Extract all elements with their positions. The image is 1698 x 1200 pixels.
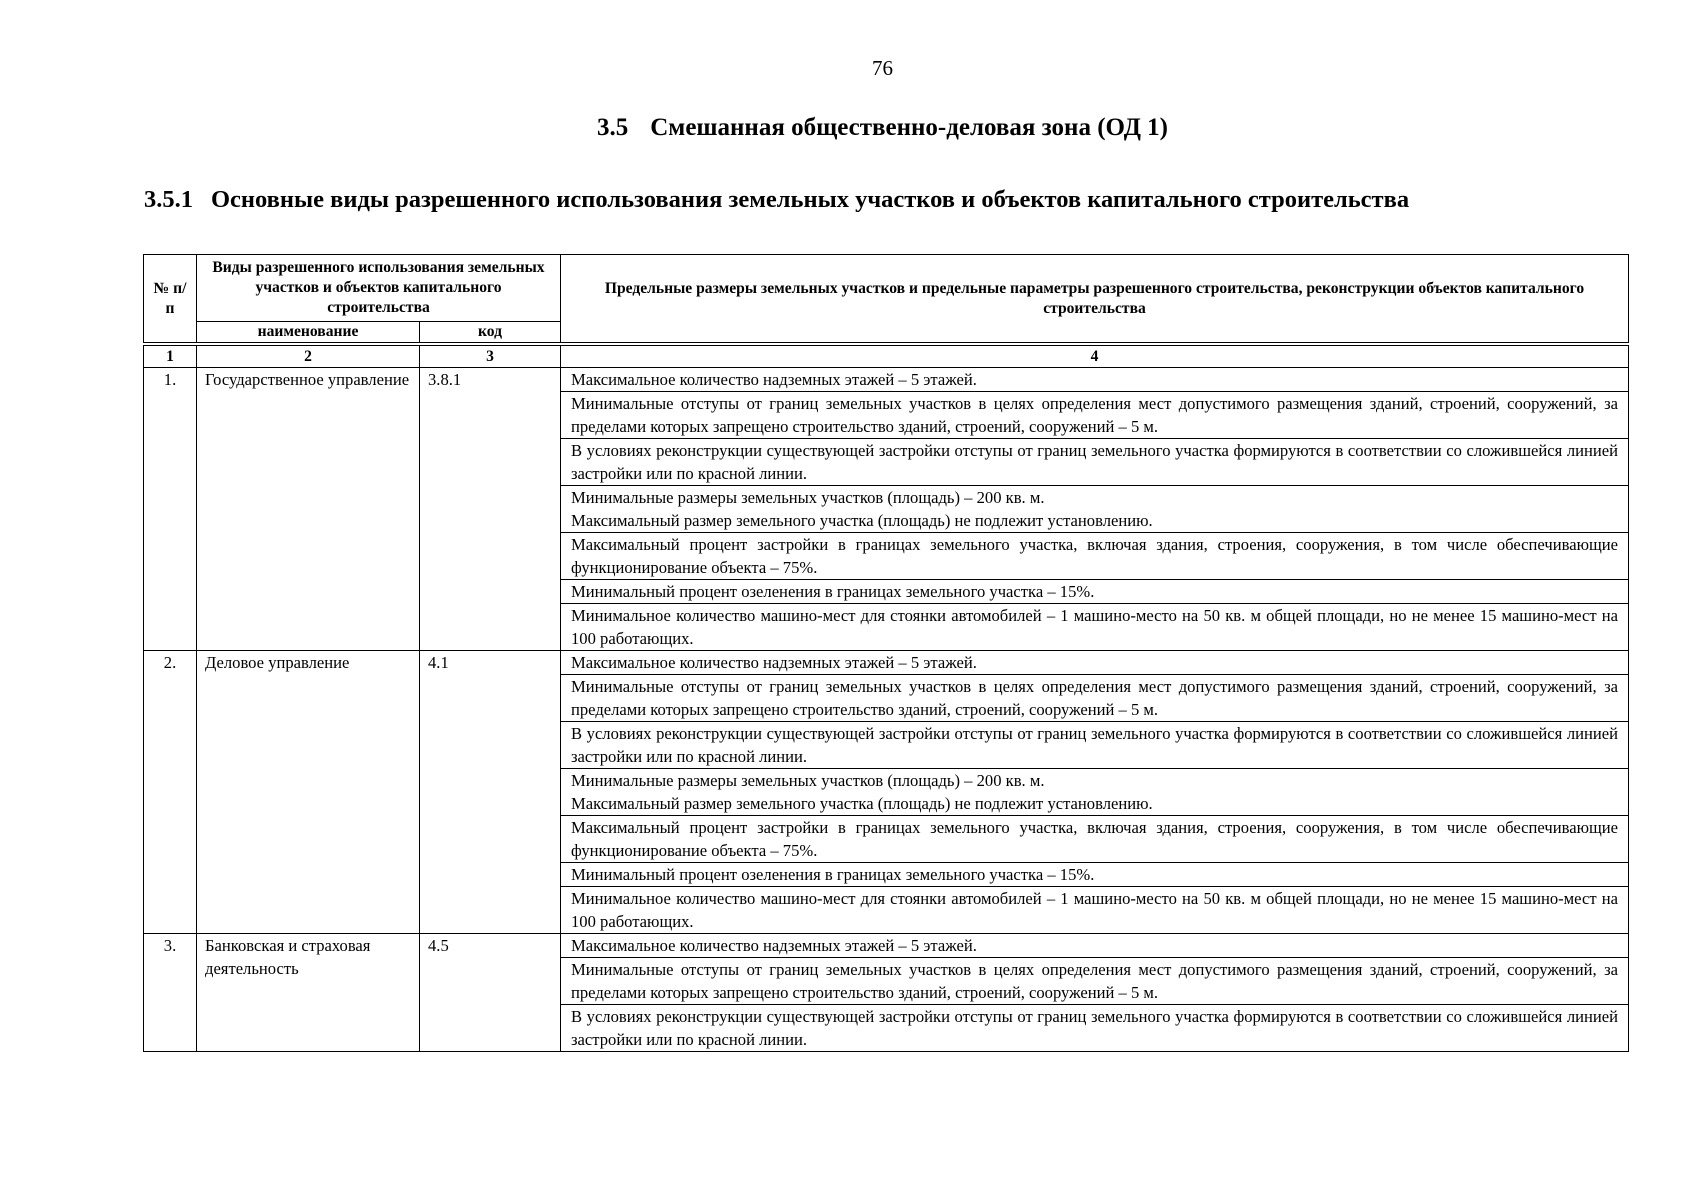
parameter-cell (561, 580, 1629, 604)
parameter-text: Максимальный размер земельного участка (площадь) не подлежит установлению. (571, 794, 1153, 813)
parameter-text: Максимальное количество надземных этажей – 5 этажей. (571, 370, 977, 389)
parameter-cell (561, 722, 1629, 769)
parameter-text: В условиях реконструкции существующей застройки отступы от границ земельного участка формируются в соответствии со сложившейся линией застройки или по красной линии. (571, 724, 1618, 766)
parameter-text: Минимальное количество машино-мест для стоянки автомобилей – 1 машино-место на 50 кв. м общей площади, но не менее 15 машино-мест на 100 работающих. (571, 889, 1618, 931)
parameter-cell (561, 934, 1629, 958)
table-row (144, 368, 1629, 392)
use-code: 4.5 (420, 934, 561, 1052)
parameter-text: Максимальный процент застройки в границах земельного участка, включая здания, строения, сооружения, в том числе обеспечивающие функционирование объекта – 75%. (571, 818, 1618, 860)
use-name: Государственное управление (197, 368, 420, 651)
parameter-text: Минимальное количество машино-мест для стоянки автомобилей – 1 машино-место на 50 кв. м общей площади, но не менее 15 машино-мест на 100 работающих. (571, 606, 1618, 648)
column-number: 3 (420, 346, 561, 368)
parameter-cell (561, 486, 1629, 533)
subsection-title (144, 186, 1409, 214)
use-name: Деловое управление (197, 651, 420, 934)
parameter-text: Минимальные отступы от границ земельных участков в целях определения мест допустимого размещения зданий, строений, сооружений, за пределами которых запрещено строительство зданий, строений, сооружений – 5 м. (571, 960, 1618, 1002)
table-row (144, 934, 1629, 958)
row-number: 1. (144, 368, 197, 651)
permitted-uses-table (143, 254, 1629, 1052)
header-uses: Виды разрешенного использования земельных участков и объектов капитального строительства (197, 255, 561, 322)
use-name: Банковская и страховая деятельность (197, 934, 420, 1052)
use-code: 4.1 (420, 651, 561, 934)
column-number: 1 (144, 346, 197, 368)
parameter-text: Минимальные размеры земельных участков (площадь) – 200 кв. м. (571, 771, 1045, 790)
parameter-cell (561, 604, 1629, 651)
parameter-text: Минимальный процент озеленения в границах земельного участка – 15%. (571, 582, 1095, 601)
parameter-cell (561, 887, 1629, 934)
section-title (0, 114, 1698, 142)
parameter-cell (561, 533, 1629, 580)
section-number: 3.5 (596, 114, 629, 141)
parameter-text: Минимальные размеры земельных участков (площадь) – 200 кв. м. (571, 488, 1045, 507)
use-code: 3.8.1 (420, 368, 561, 651)
parameter-text: В условиях реконструкции существующей застройки отступы от границ земельного участка формируются в соответствии со сложившейся линией застройки или по красной линии. (571, 1007, 1618, 1049)
parameter-text: Минимальный процент озеленения в границах земельного участка – 15%. (571, 865, 1095, 884)
column-numbers-row (144, 346, 1629, 368)
parameter-cell (561, 769, 1629, 816)
parameter-cell (561, 958, 1629, 1005)
column-number: 2 (197, 346, 420, 368)
subsection-title-text: Основные виды разрешенного использования земельных участков и объектов капитального строительства (211, 186, 1410, 213)
page-number: 76 (872, 56, 893, 80)
parameter-cell (561, 439, 1629, 486)
parameter-cell (561, 368, 1629, 392)
column-number: 4 (561, 346, 1629, 368)
header-name: наименование (197, 322, 420, 343)
parameter-cell (561, 1005, 1629, 1052)
parameter-text: Минимальные отступы от границ земельных участков в целях определения мест допустимого размещения зданий, строений, сооружений, за пределами которых запрещено строительство зданий, строений, сооружений – 5 м. (571, 394, 1618, 436)
section-title-text: Смешанная общественно-деловая зона (ОД 1) (650, 114, 1168, 141)
parameter-cell (561, 863, 1629, 887)
parameter-cell (561, 392, 1629, 439)
parameter-cell (561, 816, 1629, 863)
parameter-text: Минимальные отступы от границ земельных участков в целях определения мест допустимого размещения зданий, строений, сооружений, за пределами которых запрещено строительство зданий, строений, сооружений – 5 м. (571, 677, 1618, 719)
parameter-cell (561, 651, 1629, 675)
parameter-text: Максимальное количество надземных этажей – 5 этажей. (571, 653, 977, 672)
row-number: 2. (144, 651, 197, 934)
header-num: № п/п (144, 255, 197, 343)
parameter-text: Максимальное количество надземных этажей – 5 этажей. (571, 936, 977, 955)
header-code: код (420, 322, 561, 343)
parameter-text: В условиях реконструкции существующей застройки отступы от границ земельного участка формируются в соответствии со сложившейся линией застройки или по красной линии. (571, 441, 1618, 483)
table-body (144, 343, 1629, 1052)
table-row (144, 651, 1629, 675)
row-number: 3. (144, 934, 197, 1052)
parameter-text: Максимальный процент застройки в границах земельного участка, включая здания, строения, сооружения, в том числе обеспечивающие функционирование объекта – 75%. (571, 535, 1618, 577)
subsection-number: 3.5.1 (144, 186, 193, 213)
header-params: Предельные размеры земельных участков и предельные параметры разрешенного строительства, реконструкции объектов капитального строительства (561, 255, 1629, 343)
parameter-cell (561, 675, 1629, 722)
parameter-text: Максимальный размер земельного участка (площадь) не подлежит установлению. (571, 511, 1153, 530)
